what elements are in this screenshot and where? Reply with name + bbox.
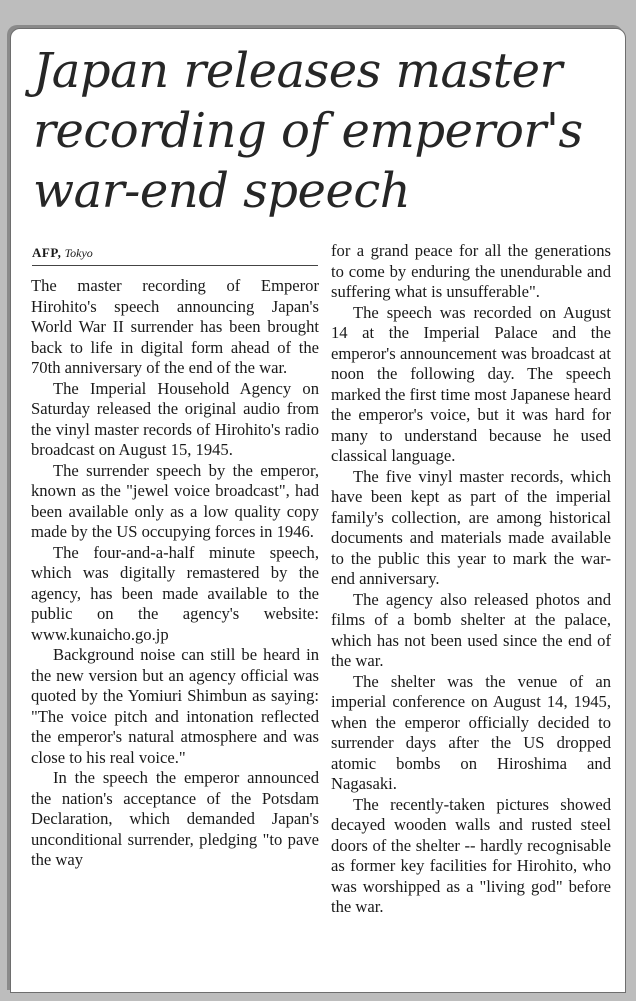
paragraph: The surrender speech by the emperor, known as the "jewel voice broadcast", had been available only as a low quality copy made by the US occupying forces in 1946. <box>31 460 319 541</box>
paragraph: The Imperial Household Agency on Saturday released the original audio from the vinyl master records of Hirohito's radio broadcast on August 15, 1945. <box>31 378 319 459</box>
article-column-1 <box>31 276 319 871</box>
paragraph: In the speech the emperor announced the nation's acceptance of the Potsdam Declaration, which demanded Japan's unconditional surrender, pledging "to pave the way <box>31 768 319 869</box>
paragraph: The five vinyl master records, which have been kept as part of the imperial family's collection, are among historical documents and materials made available to the public this year to mark the war-end anniversary. <box>331 466 611 588</box>
byline <box>32 245 318 266</box>
paragraph: The four-and-a-half minute speech, which was digitally remastered by the agency, has been made available to the public on the agency's website: www.kunaicho.go.jp <box>31 542 319 644</box>
article-column-2 <box>331 241 611 918</box>
paragraph-continuation: for a grand peace for all the generations to come by enduring the unendurable and suffering what is unsufferable". <box>331 241 611 301</box>
paragraph: Background noise can still be heard in the new version but an agency official was quoted by the Yomiuri Shimbun as saying: "The voice pitch and intonation reflected the emperor's natural atmosphere and was close to his real voice." <box>31 645 319 767</box>
news-clipping <box>10 28 626 993</box>
headline: Japan releases master recording of emperor's war-end speech <box>33 43 583 219</box>
paragraph: The recently-taken pictures showed decayed wooden walls and rusted steel doors of the shelter -- hardly recognisable as former key facilities for Hirohito, who was worshipped as a "living god" before the war. <box>331 794 611 916</box>
byline-agency: AFP, <box>32 245 62 260</box>
paragraph: The speech was recorded on August 14 at the Imperial Palace and the emperor's announcement was broadcast at noon the following day. The speech marked the first time most Japanese heard the emperor's voice, but it was hard for many to understand because he used classical language. <box>331 302 611 465</box>
paragraph: The agency also released photos and films of a bomb shelter at the palace, which has not been used since the end of the war. <box>331 589 611 670</box>
paragraph: The shelter was the venue of an imperial conference on August 14, 1945, when the emperor officially decided to surrender days after the US dropped atomic bombs on Hiroshima and Nagasaki. <box>331 671 611 793</box>
byline-city: Tokyo <box>64 246 93 260</box>
paragraph: The master recording of Emperor Hirohito's speech announcing Japan's World War II surrender has been brought back to life in digital form ahead of the 70th anniversary of the end of the war. <box>31 276 319 377</box>
